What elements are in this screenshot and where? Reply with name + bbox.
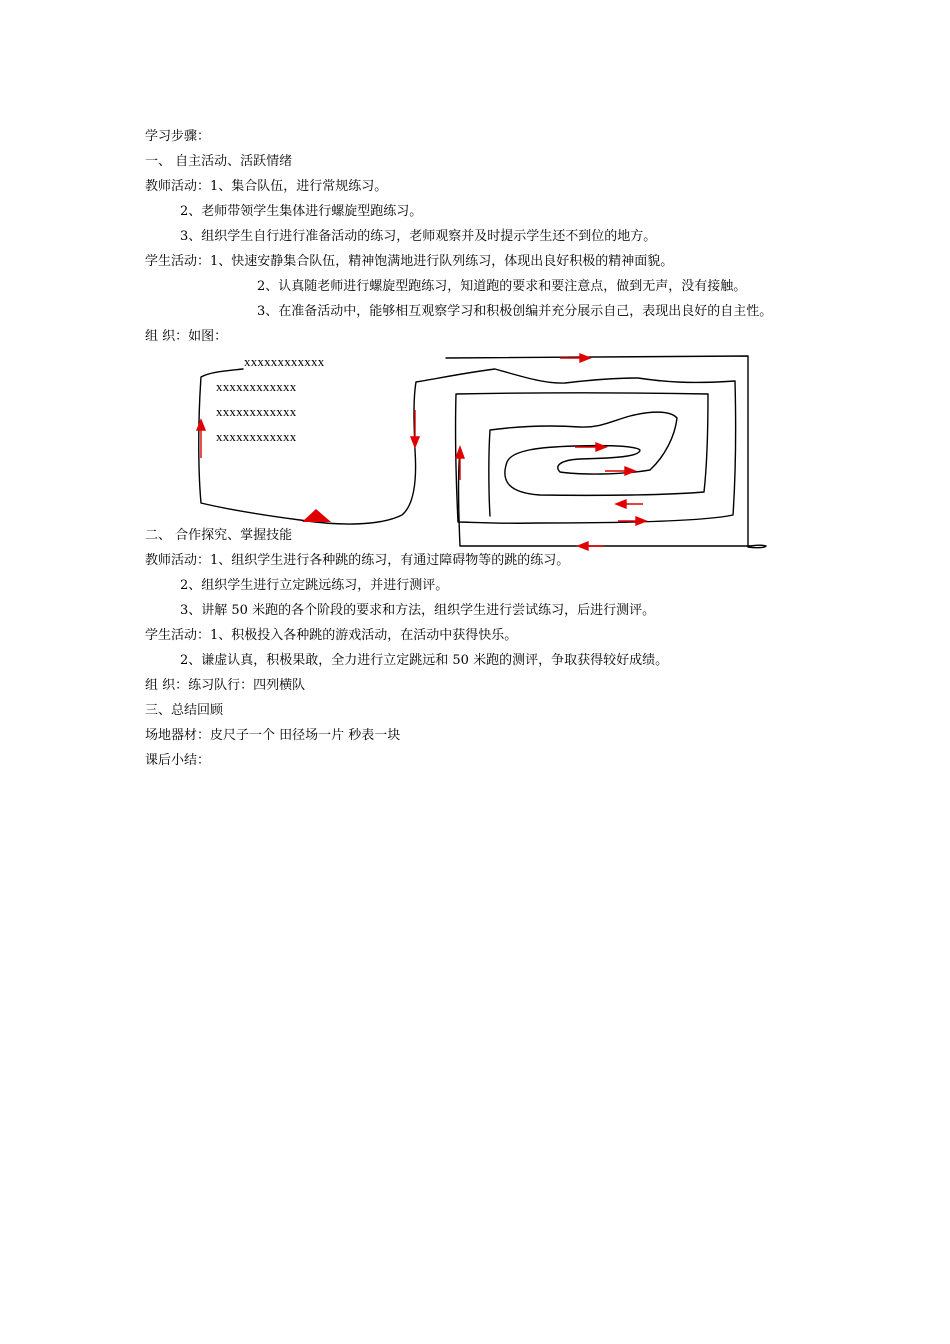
section-1-title: 一、 自主活动、活跃情绪 [145, 154, 293, 169]
formation-row-3: xxxxxxxxxxxx [216, 404, 297, 419]
s1-teacher-3: 3、组织学生自行进行准备活动的练习，老师观察并及时提示学生还不到位的地方。 [180, 229, 657, 244]
s1-organization: 组 织：如图： [145, 329, 228, 344]
s2-teacher-3: 3、讲解 50 米跑的各个阶段的要求和方法，组织学生进行尝试练习，后进行测评。 [180, 603, 656, 618]
s1-teacher-2: 2、老师带领学生集体进行螺旋型跑练习。 [180, 204, 423, 219]
arrow-right-inner-2-icon [605, 467, 635, 475]
s2-student-2: 2、谦虚认真，积极果敢，全力进行立定跳远和 50 米跑的测评，争取获得较好成绩。 [180, 653, 669, 668]
arrow-right-inner-1-icon [575, 443, 606, 451]
formation-row-2: xxxxxxxxxxxx [216, 379, 297, 394]
s1-student-2: 2、认真随老师进行螺旋型跑练习，知道跑的要求和要注意点，做到无声，没有接触。 [257, 279, 747, 294]
arrow-right-top-icon [560, 354, 590, 362]
arrow-down-icon [411, 410, 419, 447]
section-2-title: 二、 合作探究、掌握技能 [145, 528, 293, 543]
steps-heading: 学习步骤： [145, 129, 211, 144]
s2-teacher-1: 教师活动：1、组织学生进行各种跳的练习，有通过障碍物等的跳的练习。 [145, 553, 570, 568]
s2-organization: 组 织：练习队行：四列横队 [145, 678, 306, 693]
equipment-line: 场地器材：皮尺子一个 田径场一片 秒表一块 [145, 728, 401, 743]
outer-track-path [446, 356, 766, 548]
section-3-title: 三、总结回顾 [145, 703, 224, 718]
s1-student-3: 3、在准备活动中，能够相互观察学习和积极创编并充分展示自己，表现出良好的自主性。 [257, 304, 773, 319]
arrow-left-2-icon [578, 542, 604, 550]
arrow-right-2-icon [618, 517, 646, 525]
arrow-up-left-icon [197, 420, 205, 458]
s1-student-1: 学生活动：1、快速安静集合队伍，精神饱满地进行队列练习，体现出良好积极的精神面貌。 [145, 254, 674, 269]
formation-row-4: xxxxxxxxxxxx [216, 429, 297, 444]
formation-row-1: xxxxxxxxxxxx [244, 354, 325, 369]
s1-teacher-1: 教师活动：1、集合队伍，进行常规练习。 [145, 179, 388, 194]
arrow-up-icon [456, 447, 464, 480]
teacher-position-triangle [302, 509, 331, 522]
post-class-summary: 课后小结： [145, 753, 211, 768]
s2-teacher-2: 2、组织学生进行立定跳远练习，并进行测评。 [180, 578, 449, 593]
s2-student-1: 学生活动：1、积极投入各种跳的游戏活动，在活动中获得快乐。 [145, 628, 518, 643]
arrow-left-1-icon [616, 500, 643, 508]
